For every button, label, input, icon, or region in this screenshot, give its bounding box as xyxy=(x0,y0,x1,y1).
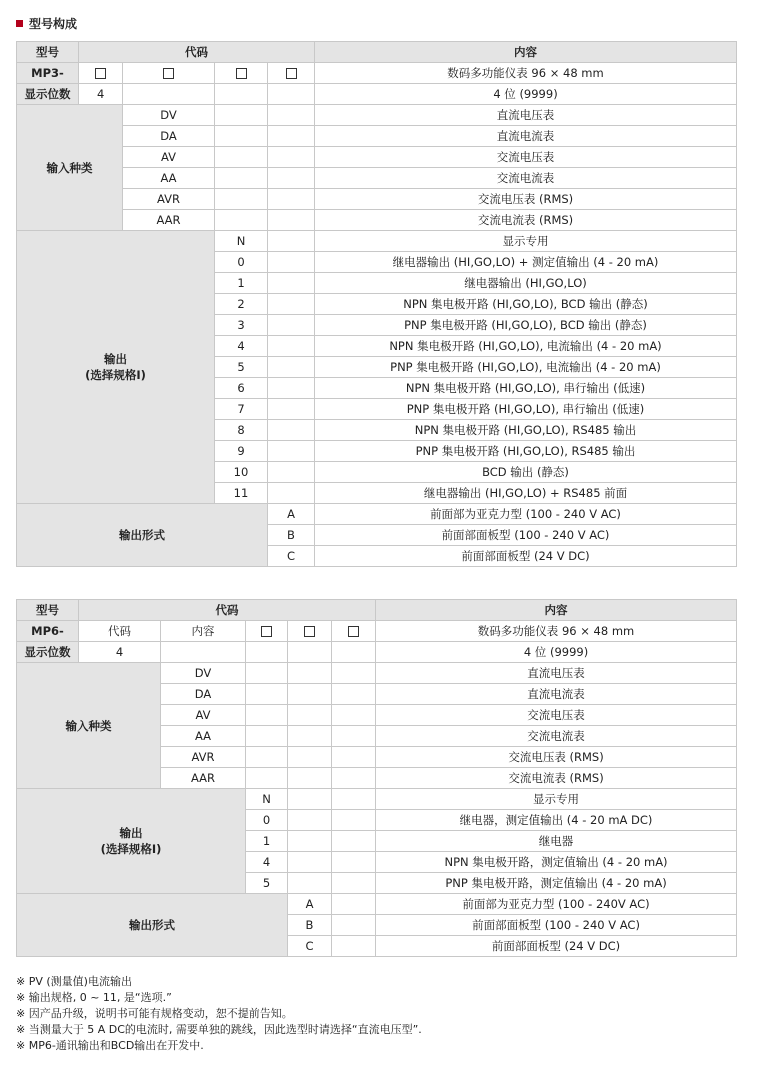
checkbox-square-icon xyxy=(261,626,272,637)
footnote: ※ MP6-通讯输出和BCD输出在开发中. xyxy=(16,1039,204,1052)
digits-label: 显示位数 xyxy=(17,642,79,663)
output-desc: 显示专用 xyxy=(315,231,737,252)
input-desc: 直流电压表 xyxy=(315,105,737,126)
output-code: 10 xyxy=(215,462,268,483)
output-desc: 继电器，测定值输出 (4 - 20 mA DC) xyxy=(376,810,737,831)
output-label-line1: 输出 xyxy=(119,826,143,840)
footnote: ※ 输出规格, 0 ~ 11, 是“选项.” xyxy=(16,991,172,1004)
digits-code: 4 xyxy=(79,642,161,663)
input-code: AVR xyxy=(161,747,246,768)
footnotes xyxy=(16,974,422,1054)
output-desc: 继电器 xyxy=(376,831,737,852)
output-desc: NPN 集电极开路 (HI,GO,LO), RS485 输出 xyxy=(315,420,737,441)
form-code: A xyxy=(268,504,315,525)
form-desc: 前面部面板型 (100 - 240 V AC) xyxy=(315,525,737,546)
input-code: AV xyxy=(161,705,246,726)
form-code: C xyxy=(288,936,332,957)
header-model: 型号 xyxy=(17,600,79,621)
model-content-label: 内容 xyxy=(161,621,246,642)
code-slot-4 xyxy=(268,63,315,84)
code-slot-1 xyxy=(79,63,123,84)
input-desc: 交流电压表 (RMS) xyxy=(315,189,737,210)
input-desc: 交流电流表 xyxy=(315,168,737,189)
output-code: N xyxy=(215,231,268,252)
input-desc: 交流电流表 (RMS) xyxy=(376,768,737,789)
output-code: N xyxy=(246,789,288,810)
form-desc: 前面部面板型 (24 V DC) xyxy=(315,546,737,567)
input-code: DA xyxy=(161,684,246,705)
output-desc: NPN 集电极开路 (HI,GO,LO), 电流输出 (4 - 20 mA) xyxy=(315,336,737,357)
input-code: AVR xyxy=(123,189,215,210)
output-desc: 继电器输出 (HI,GO,LO) xyxy=(315,273,737,294)
output-code: 0 xyxy=(215,252,268,273)
output-form-label: 输出形式 xyxy=(17,504,268,567)
input-code: DA xyxy=(123,126,215,147)
output-desc: 继电器输出 (HI,GO,LO) + 测定值输出 (4 - 20 mA) xyxy=(315,252,737,273)
input-desc: 交流电流表 (RMS) xyxy=(315,210,737,231)
checkbox-square-icon xyxy=(236,68,247,79)
input-desc: 交流电压表 (RMS) xyxy=(376,747,737,768)
output-desc: PNP 集电极开路 (HI,GO,LO), RS485 输出 xyxy=(315,441,737,462)
checkbox-square-icon xyxy=(286,68,297,79)
section-title-text: 型号构成 xyxy=(29,16,78,31)
digits-desc: 4 位 (9999) xyxy=(315,84,737,105)
mp3-spec-table xyxy=(16,41,737,567)
output-label xyxy=(17,231,215,504)
model-name: MP3- xyxy=(17,63,79,84)
form-code: B xyxy=(268,525,315,546)
checkbox-square-icon xyxy=(163,68,174,79)
digits-label: 显示位数 xyxy=(17,84,79,105)
model-code-label: 代码 xyxy=(79,621,161,642)
output-label xyxy=(17,789,246,894)
output-desc: PNP 集电极开路，测定值输出 (4 - 20 mA) xyxy=(376,873,737,894)
input-desc: 直流电压表 xyxy=(376,663,737,684)
output-code: 8 xyxy=(215,420,268,441)
output-label-line2: (选择规格I) xyxy=(100,842,162,856)
form-desc: 前面部为亚克力型 (100 - 240V AC) xyxy=(376,894,737,915)
output-desc: PNP 集电极开路 (HI,GO,LO), BCD 输出 (静态) xyxy=(315,315,737,336)
form-code: C xyxy=(268,546,315,567)
output-code: 1 xyxy=(246,831,288,852)
header-code: 代码 xyxy=(79,42,315,63)
input-code: DV xyxy=(123,105,215,126)
header-code: 代码 xyxy=(79,600,376,621)
input-desc: 直流电流表 xyxy=(376,684,737,705)
output-code: 5 xyxy=(215,357,268,378)
input-type-label: 输入种类 xyxy=(17,105,123,231)
output-code: 7 xyxy=(215,399,268,420)
digits-code: 4 xyxy=(79,84,123,105)
mp6-spec-table xyxy=(16,599,737,957)
output-code: 0 xyxy=(246,810,288,831)
input-desc: 交流电压表 xyxy=(315,147,737,168)
output-code: 6 xyxy=(215,378,268,399)
output-desc: PNP 集电极开路 (HI,GO,LO), 电流输出 (4 - 20 mA) xyxy=(315,357,737,378)
output-code: 4 xyxy=(215,336,268,357)
output-desc: 显示专用 xyxy=(376,789,737,810)
output-code: 4 xyxy=(246,852,288,873)
input-desc: 交流电压表 xyxy=(376,705,737,726)
code-slot-3 xyxy=(332,621,376,642)
output-label-line2: (选择规格I) xyxy=(85,368,146,382)
output-code: 9 xyxy=(215,441,268,462)
form-desc: 前面部面板型 (24 V DC) xyxy=(376,936,737,957)
header-model: 型号 xyxy=(17,42,79,63)
code-slot-2 xyxy=(123,63,215,84)
output-desc: NPN 集电极开路 (HI,GO,LO), BCD 输出 (静态) xyxy=(315,294,737,315)
checkbox-square-icon xyxy=(304,626,315,637)
header-content: 内容 xyxy=(315,42,737,63)
input-type-label: 输入种类 xyxy=(17,663,161,789)
output-code: 5 xyxy=(246,873,288,894)
output-code: 11 xyxy=(215,483,268,504)
form-desc: 前面部面板型 (100 - 240 V AC) xyxy=(376,915,737,936)
output-code: 3 xyxy=(215,315,268,336)
input-code: AV xyxy=(123,147,215,168)
output-desc: PNP 集电极开路 (HI,GO,LO), 串行输出 (低速) xyxy=(315,399,737,420)
model-desc: 数码多功能仪表 96 × 48 mm xyxy=(315,63,737,84)
section-title xyxy=(16,14,77,32)
footnote: ※ 因产品升级，说明书可能有规格变动，恕不提前告知。 xyxy=(16,1007,293,1020)
model-name: MP6- xyxy=(17,621,79,642)
form-desc: 前面部为亚克力型 (100 - 240 V AC) xyxy=(315,504,737,525)
output-desc: NPN 集电极开路，测定值输出 (4 - 20 mA) xyxy=(376,852,737,873)
input-code: AAR xyxy=(123,210,215,231)
code-slot-2 xyxy=(288,621,332,642)
input-desc: 交流电流表 xyxy=(376,726,737,747)
code-slot-3 xyxy=(215,63,268,84)
output-label-line1: 输出 xyxy=(104,352,127,366)
output-desc: NPN 集电极开路 (HI,GO,LO), 串行输出 (低速) xyxy=(315,378,737,399)
form-code: B xyxy=(288,915,332,936)
title-bullet-icon xyxy=(16,20,23,27)
form-code: A xyxy=(288,894,332,915)
header-content: 内容 xyxy=(376,600,737,621)
checkbox-square-icon xyxy=(95,68,106,79)
input-code: AA xyxy=(123,168,215,189)
output-code: 2 xyxy=(215,294,268,315)
output-code: 1 xyxy=(215,273,268,294)
output-desc: BCD 输出 (静态) xyxy=(315,462,737,483)
input-code: AAR xyxy=(161,768,246,789)
digits-desc: 4 位 (9999) xyxy=(376,642,737,663)
input-code: AA xyxy=(161,726,246,747)
checkbox-square-icon xyxy=(348,626,359,637)
output-form-label: 输出形式 xyxy=(17,894,288,957)
footnote: ※ PV (测量值)电流输出 xyxy=(16,975,132,988)
footnote: ※ 当测量大于 5 A DC的电流时, 需要单独的跳线，因此选型时请选择“直流电压型”. xyxy=(16,1023,422,1036)
input-desc: 直流电流表 xyxy=(315,126,737,147)
input-code: DV xyxy=(161,663,246,684)
code-slot-1 xyxy=(246,621,288,642)
model-desc: 数码多功能仪表 96 × 48 mm xyxy=(376,621,737,642)
output-desc: 继电器输出 (HI,GO,LO) + RS485 前面 xyxy=(315,483,737,504)
